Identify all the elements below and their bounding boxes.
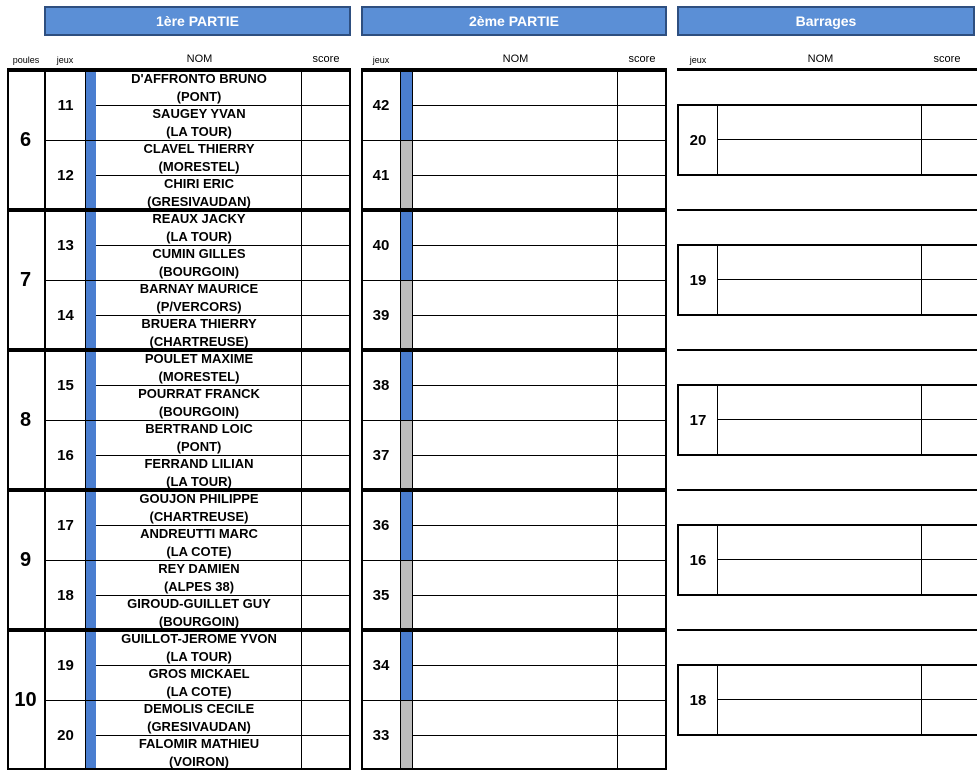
part2-score-cell[interactable]: [618, 525, 665, 560]
part2-score-cell[interactable]: [618, 455, 665, 490]
game-number: 20: [57, 726, 74, 744]
barrage-game-number: 20: [689, 131, 707, 149]
part2-game-number: 42: [372, 96, 390, 114]
player-name: GROS MICKAEL: [148, 666, 250, 681]
player-name: GIROUD-GUILLET GUY: [127, 596, 271, 611]
player-club: (BOURGOIN): [158, 614, 240, 629]
part2-gray-bar: [401, 560, 412, 628]
barrage-name-cell[interactable]: [718, 560, 921, 595]
barrage-score-cell[interactable]: [922, 420, 977, 455]
barrages-header: Barrages: [677, 6, 975, 36]
player-club: (LA TOUR): [166, 229, 232, 244]
score-cell[interactable]: [302, 175, 349, 210]
part2-name-cell[interactable]: [413, 175, 617, 210]
col-score: score: [312, 53, 340, 65]
part2-gray-bar: [401, 420, 412, 488]
part2-game-number: 38: [372, 376, 390, 394]
part2-color-bar: [401, 72, 412, 140]
game-number: 11: [57, 96, 74, 114]
barrage-name-cell[interactable]: [718, 700, 921, 735]
part2-game-number: 37: [372, 446, 390, 464]
part2-score-cell[interactable]: [618, 385, 665, 420]
game-number: 14: [57, 306, 74, 324]
score-cell[interactable]: [302, 700, 349, 735]
part2-score-cell[interactable]: [618, 490, 665, 525]
barrage-score-cell[interactable]: [922, 280, 977, 315]
barrage-game-number: 16: [689, 551, 707, 569]
part2-game-number: 36: [372, 516, 390, 534]
score-cell[interactable]: [302, 630, 349, 665]
score-cell[interactable]: [302, 385, 349, 420]
part2-score-cell[interactable]: [618, 245, 665, 280]
part2-color-bar: [401, 632, 412, 700]
part2-game-number: 41: [372, 166, 390, 184]
pool-separator: [677, 349, 977, 351]
player-name: FERRAND LILIAN: [144, 456, 254, 471]
score-cell[interactable]: [302, 420, 349, 455]
game-number: 17: [57, 516, 74, 534]
score-cell[interactable]: [302, 245, 349, 280]
player-name: POURRAT FRANCK: [138, 386, 260, 401]
part2-score-cell[interactable]: [618, 560, 665, 595]
pool-separator: [677, 209, 977, 211]
score-cell[interactable]: [302, 140, 349, 175]
col-poules: poules: [12, 55, 40, 65]
part2-score-cell[interactable]: [618, 420, 665, 455]
barrage-score-cell[interactable]: [922, 244, 977, 279]
barrage-game-number: 18: [689, 691, 707, 709]
barrage-name-cell[interactable]: [718, 384, 921, 419]
part2-score-cell[interactable]: [618, 70, 665, 105]
barrage-name-cell[interactable]: [718, 104, 921, 139]
score-cell[interactable]: [302, 210, 349, 245]
col-jeux: jeux: [56, 55, 74, 65]
game-number: 13: [57, 236, 74, 254]
pool-number: 8: [7, 350, 46, 490]
player-club: (MORESTEL): [158, 159, 240, 174]
part2-score-cell[interactable]: [618, 280, 665, 315]
barrage-score-cell[interactable]: [922, 524, 977, 559]
player-club: (LA TOUR): [166, 474, 232, 489]
part2-name-cell[interactable]: [413, 105, 617, 140]
barrage-game-number: 19: [689, 271, 707, 289]
part2-color-bar: [401, 492, 412, 560]
part2-name-cell[interactable]: [413, 210, 617, 245]
player-club: (PONT): [176, 439, 222, 454]
player-club: (PONT): [176, 89, 222, 104]
part2-score-cell[interactable]: [618, 210, 665, 245]
barrage-score-cell[interactable]: [922, 140, 977, 175]
pool-number: 7: [7, 210, 46, 350]
player-club: (VOIRON): [169, 754, 229, 769]
barrage-name-cell[interactable]: [718, 140, 921, 175]
player-name: CUMIN GILLES: [152, 246, 246, 261]
part2-name-cell[interactable]: [413, 525, 617, 560]
barrage-score-cell[interactable]: [922, 664, 977, 699]
score-cell[interactable]: [302, 350, 349, 385]
score-cell[interactable]: [302, 105, 349, 140]
player-name: REAUX JACKY: [152, 211, 246, 226]
pool-number: 9: [7, 490, 46, 630]
player-club: (LA TOUR): [166, 649, 232, 664]
player-name: CLAVEL THIERRY: [143, 141, 255, 156]
player-name: REY DAMIEN: [158, 561, 240, 576]
score-cell[interactable]: [302, 315, 349, 350]
part2-game-number: 39: [372, 306, 390, 324]
player-club: (BOURGOIN): [158, 404, 240, 419]
part2-gray-bar: [401, 140, 412, 208]
player-name: SAUGEY YVAN: [152, 106, 246, 121]
part2-name-cell[interactable]: [413, 140, 617, 175]
score-cell[interactable]: [302, 665, 349, 700]
pool-number: 6: [7, 70, 46, 210]
part2-score-cell[interactable]: [618, 665, 665, 700]
part2-gray-bar: [401, 700, 412, 768]
part2-game-number: 34: [372, 656, 390, 674]
score-cell[interactable]: [302, 735, 349, 770]
player-name: ANDREUTTI MARC: [140, 526, 258, 541]
part2-name-cell[interactable]: [413, 735, 617, 770]
player-club: (MORESTEL): [158, 369, 240, 384]
part2-name-cell[interactable]: [413, 315, 617, 350]
game-number: 19: [57, 656, 74, 674]
part2-name-cell[interactable]: [413, 385, 617, 420]
player-club: (GRESIVAUDAN): [147, 719, 251, 734]
player-name: BRUERA THIERRY: [141, 316, 257, 331]
part2-name-cell[interactable]: [413, 245, 617, 280]
pool-separator: [677, 489, 977, 491]
player-club: (P/VERCORS): [156, 299, 242, 314]
barrage-name-cell[interactable]: [718, 664, 921, 699]
game-number: 18: [57, 586, 74, 604]
part2-game-number: 33: [372, 726, 390, 744]
player-club: (GRESIVAUDAN): [147, 194, 251, 209]
player-name: DEMOLIS CECILE: [143, 701, 255, 716]
barrage-game-number: 17: [689, 411, 707, 429]
header-rule: [677, 68, 977, 70]
part2-score-cell[interactable]: [618, 630, 665, 665]
player-club: (LA COTE): [166, 684, 232, 699]
part2-score-cell[interactable]: [618, 140, 665, 175]
barrage-score-cell[interactable]: [922, 104, 977, 139]
part2-score-cell[interactable]: [618, 735, 665, 770]
barrage-score-cell[interactable]: [922, 384, 977, 419]
player-name: GUILLOT-JEROME YVON: [121, 631, 277, 646]
col-nom: NOM: [186, 53, 213, 65]
player-club: (ALPES 38): [163, 579, 235, 594]
header-rule: [361, 68, 667, 70]
player-club: (BOURGOIN): [158, 264, 240, 279]
part2-color-bar: [401, 352, 412, 420]
player-name: D'AFFRONTO BRUNO: [131, 71, 267, 86]
part2-name-cell[interactable]: [413, 280, 617, 315]
part2-score-cell[interactable]: [618, 105, 665, 140]
col-jeux-2: jeux: [372, 55, 390, 65]
player-name: POULET MAXIME: [144, 351, 254, 366]
part2-score-cell[interactable]: [618, 595, 665, 630]
barrage-name-cell[interactable]: [718, 280, 921, 315]
pool-separator: [677, 629, 977, 631]
part2-name-cell[interactable]: [413, 595, 617, 630]
part2-score-cell[interactable]: [618, 315, 665, 350]
score-cell[interactable]: [302, 560, 349, 595]
part2-name-cell[interactable]: [413, 665, 617, 700]
part2-name-cell[interactable]: [413, 420, 617, 455]
pool-number: 10: [7, 630, 46, 770]
player-club: (CHARTREUSE): [149, 509, 249, 524]
part2-name-cell[interactable]: [413, 70, 617, 105]
player-name: GOUJON PHILIPPE: [139, 491, 259, 506]
score-cell[interactable]: [302, 280, 349, 315]
part2-score-cell[interactable]: [618, 350, 665, 385]
barrage-name-cell[interactable]: [718, 524, 921, 559]
game-number: 15: [57, 376, 74, 394]
part2-name-cell[interactable]: [413, 700, 617, 735]
score-cell[interactable]: [302, 525, 349, 560]
barrage-score-cell[interactable]: [922, 560, 977, 595]
barrage-name-cell[interactable]: [718, 244, 921, 279]
score-cell[interactable]: [302, 70, 349, 105]
player-club: (CHARTREUSE): [149, 334, 249, 349]
part2-game-number: 35: [372, 586, 390, 604]
part2-name-cell[interactable]: [413, 350, 617, 385]
part2-name-cell[interactable]: [413, 455, 617, 490]
part2-header: 2ème PARTIE: [361, 6, 667, 36]
game-number: 12: [57, 166, 74, 184]
score-cell[interactable]: [302, 455, 349, 490]
part2-score-cell[interactable]: [618, 175, 665, 210]
part2-gray-bar: [401, 280, 412, 348]
part2-score-cell[interactable]: [618, 700, 665, 735]
col-nom-3: NOM: [807, 53, 834, 65]
game-number: 16: [57, 446, 74, 464]
player-name: CHIRI ERIC: [163, 176, 235, 191]
part2-name-cell[interactable]: [413, 490, 617, 525]
player-club: (LA COTE): [166, 544, 232, 559]
col-score-2: score: [628, 53, 656, 65]
part2-name-cell[interactable]: [413, 560, 617, 595]
part2-color-bar: [401, 212, 412, 280]
header-rule: [7, 68, 351, 70]
player-club: (LA TOUR): [166, 124, 232, 139]
barrage-name-cell[interactable]: [718, 420, 921, 455]
player-name: BERTRAND LOIC: [145, 421, 253, 436]
score-cell[interactable]: [302, 595, 349, 630]
part2-game-number: 40: [372, 236, 390, 254]
barrage-score-cell[interactable]: [922, 700, 977, 735]
player-name: FALOMIR MATHIEU: [138, 736, 260, 751]
col-nom-2: NOM: [502, 53, 529, 65]
col-score-3: score: [933, 53, 961, 65]
player-name: BARNAY MAURICE: [139, 281, 259, 296]
part2-name-cell[interactable]: [413, 630, 617, 665]
col-jeux-3: jeux: [689, 55, 707, 65]
part1-header: 1ère PARTIE: [44, 6, 351, 36]
score-cell[interactable]: [302, 490, 349, 525]
